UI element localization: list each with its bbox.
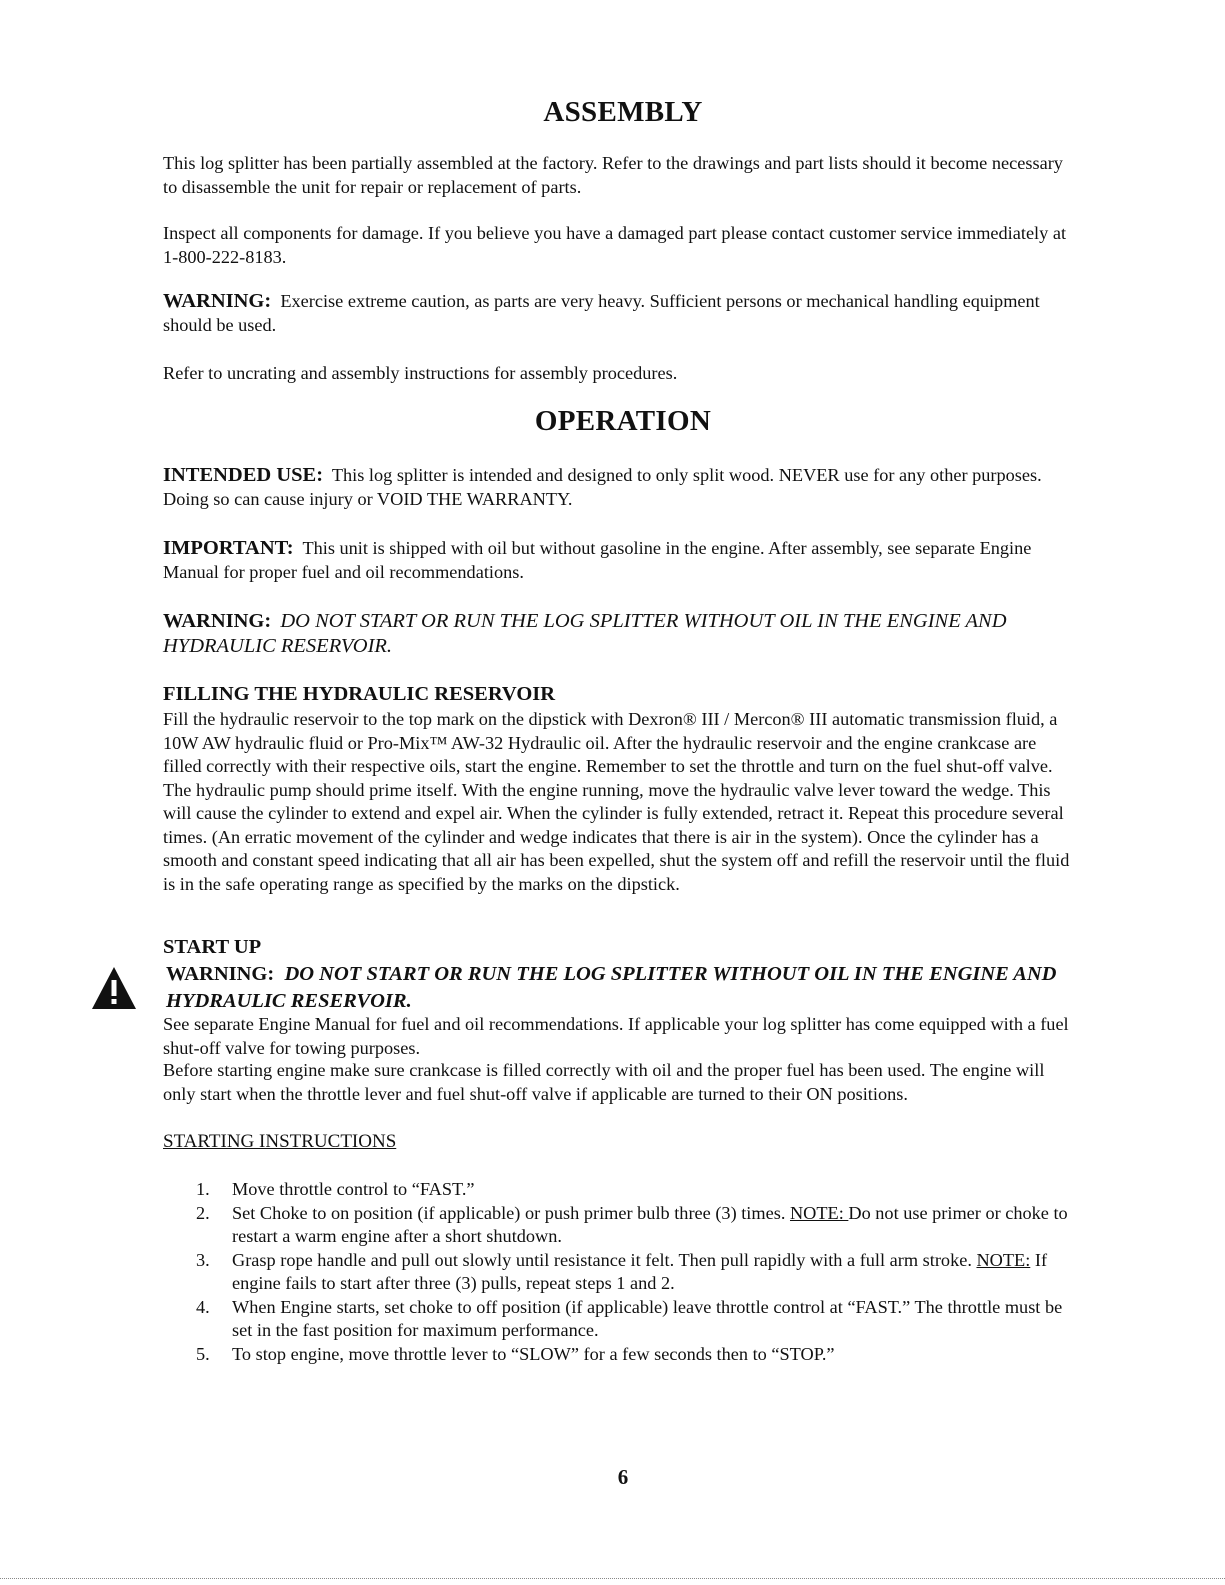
note-label: NOTE:	[976, 1249, 1031, 1270]
important-paragraph	[163, 537, 1075, 584]
assembly-paragraph-2: Inspect all components for damage. If you believe you have a damaged part please contact customer service immediately at 1-800-222-8183.	[163, 223, 1067, 267]
list-item: 4. When Engine starts, set choke to off position (if applicable) leave throttle control at “FAST.” The throttle must be set in the fast position for maximum performance.	[196, 1296, 1063, 1340]
list-item: 3. Grasp rope handle and pull out slowly until resistance it felt. Then pull rapidly with a full arm stroke. NOTE: If engine fails to start after three (3) pulls, repeat steps 1 and 2.	[196, 1249, 1048, 1293]
note-label: NOTE:	[789, 1202, 849, 1223]
operation-warning	[163, 609, 1075, 659]
intended-use-text: This log splitter is intended and designed to only split wood. NEVER use for any other purposes. Doing so can cause injury or VOID THE WARRANTY.	[163, 465, 1042, 509]
important-label: IMPORTANT:	[163, 537, 294, 559]
bottom-border	[0, 1578, 1225, 1579]
assembly-paragraph-1: This log splitter has been partially assembled at the factory. Refer to the drawings and part lists should it become necessary to disassemble the unit for repair or replacement of parts.	[163, 153, 1063, 197]
starting-steps-list	[163, 1178, 1075, 1366]
startup-paragraph-1: See separate Engine Manual for fuel and oil recommendations. If applicable your log splitter has come equipped with a fuel shut-off valve for towing purposes.	[163, 1014, 1069, 1058]
warning-label: WARNING:	[163, 290, 272, 312]
warning-triangle-icon	[90, 964, 138, 1012]
assembly-heading: ASSEMBLY	[543, 96, 703, 128]
filling-paragraph: Fill the hydraulic reservoir to the top mark on the dipstick with Dexron® III / Mercon® III automatic transmission fluid, a 10W AW hydraulic fluid or Pro-Mix™ AW-32 Hydraulic oil. After the hydraulic reservoir and the engine crankcase are filled correctly with their respective oils, start the engine. Remember to set the throttle and turn on the fuel shut-off valve. The hydraulic pump should prime itself. With the engine running, move the hydraulic valve lever toward the wedge. This will cause the cylinder to extend and expel air. When the cylinder is fully extended, retract it. Repeat this procedure several times. (An erratic movement of the cylinder and wedge indicates that there is air in the system). Once the cylinder has a smooth and constant speed indicating that all air has been expelled, shut the system off and refill the reservoir until the fluid is in the safe operating range as specified by the marks on the dipstick.	[163, 709, 1070, 894]
starting-instructions-heading: STARTING INSTRUCTIONS	[163, 1131, 397, 1152]
assembly-paragraph-4: Refer to uncrating and assembly instructions for assembly procedures.	[163, 363, 678, 383]
warning-text: DO NOT START OR RUN THE LOG SPLITTER WITHOUT OIL IN THE ENGINE AND HYDRAULIC RESERVOIR.	[166, 963, 1057, 1012]
startup-warning	[166, 961, 1078, 1015]
assembly-warning	[163, 290, 1075, 337]
intended-use-paragraph	[163, 464, 1075, 511]
warning-text: DO NOT START OR RUN THE LOG SPLITTER WITHOUT OIL IN THE ENGINE AND HYDRAULIC RESERVOIR.	[163, 610, 1007, 657]
warning-label: WARNING:	[163, 610, 272, 632]
warning-label: WARNING:	[166, 963, 275, 985]
list-item: 1. Move throttle control to “FAST.”	[196, 1179, 475, 1199]
warning-text: Exercise extreme caution, as parts are very heavy. Sufficient persons or mechanical handling equipment should be used.	[163, 291, 1040, 335]
list-item: 2. Set Choke to on position (if applicable) or push primer bulb three (3) times. NOTE: Do not use primer or choke to restart a warm engine after a short shutdown.	[196, 1202, 1068, 1246]
important-text: This unit is shipped with oil but without gasoline in the engine. After assembly, see separate Engine Manual for proper fuel and oil recommendations.	[163, 538, 1032, 582]
startup-heading: START UP	[163, 936, 262, 958]
filling-heading: FILLING THE HYDRAULIC RESERVOIR	[163, 683, 556, 705]
page-number: 6	[617, 1465, 629, 1489]
intended-use-label: INTENDED USE:	[163, 464, 324, 486]
startup-paragraph-2: Before starting engine make sure crankcase is filled correctly with oil and the proper fuel has been used. The engine will only start when the throttle lever and fuel shut-off valve if applicable are turned to their ON positions.	[163, 1060, 1045, 1104]
list-item: 5. To stop engine, move throttle lever to “SLOW” for a few seconds then to “STOP.”	[196, 1343, 835, 1364]
operation-heading: OPERATION	[534, 405, 712, 437]
